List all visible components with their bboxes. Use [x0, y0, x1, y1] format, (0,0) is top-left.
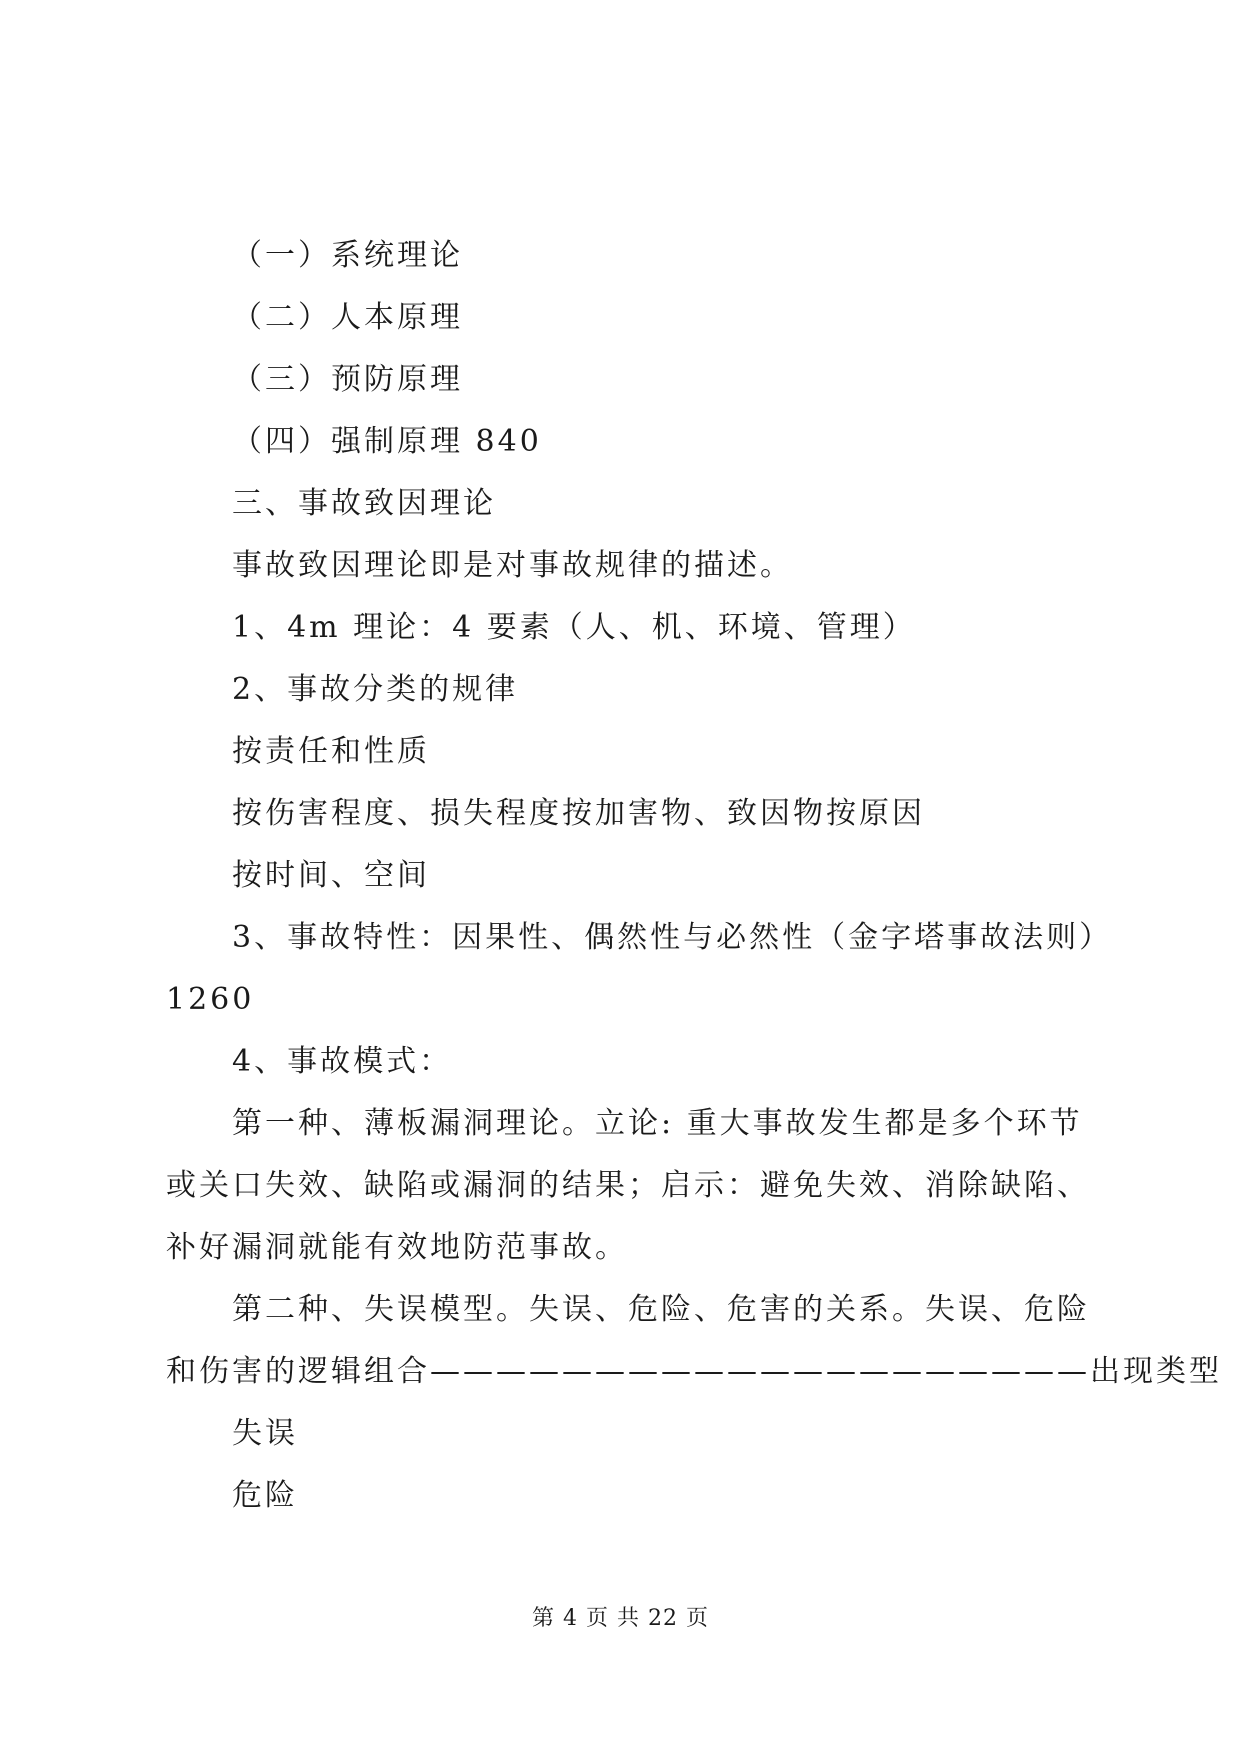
paragraph-danger: 危险 [232, 1478, 298, 1513]
paragraph-by-responsibility: 按责任和性质 [232, 734, 430, 769]
paragraph-error-model-2: 和伤害的逻辑组合————————————————————出现类型 [166, 1354, 1222, 1389]
section-item-enforcement-principle: （四）强制原理 840 [232, 424, 542, 459]
section-item-system-theory: （一）系统理论 [232, 238, 463, 273]
paragraph-definition: 事故致因理论即是对事故规律的描述。 [232, 548, 793, 583]
list-item-classification: 2、事故分类的规律 [232, 672, 519, 707]
paragraph-error-model-1: 第二种、失误模型。失误、危险、危害的关系。失误、危险 [232, 1292, 1090, 1327]
list-item-accident-characteristics: 3、事故特性：因果性、偶然性与必然性（金字塔事故法则） [232, 920, 1113, 955]
paragraph-swiss-cheese-2: 或关口失效、缺陷或漏洞的结果；启示：避免失效、消除缺陷、 [166, 1168, 1090, 1203]
paragraph-swiss-cheese-1: 第一种、薄板漏洞理论。立论: 重大事故发生都是多个环节 [232, 1106, 1083, 1141]
paragraph-by-injury: 按伤害程度、损失程度按加害物、致因物按原因 [232, 796, 925, 831]
paragraph-swiss-cheese-3: 补好漏洞就能有效地防范事故。 [166, 1230, 628, 1265]
section-heading-accident-causation: 三、事故致因理论 [232, 486, 496, 521]
section-item-human-principle: （二）人本原理 [232, 300, 463, 335]
paragraph-number-1260: 1260 [166, 982, 255, 1017]
paragraph-by-time-space: 按时间、空间 [232, 858, 430, 893]
list-item-4m-theory: 1、4m 理论：4 要素（人、机、环境、管理） [232, 610, 916, 645]
paragraph-error: 失误 [232, 1416, 298, 1451]
section-item-prevention-principle: （三）预防原理 [232, 362, 463, 397]
list-item-accident-modes: 4、事故模式： [232, 1044, 453, 1079]
page-footer: 第 4 页 共 22 页 [532, 1606, 709, 1631]
